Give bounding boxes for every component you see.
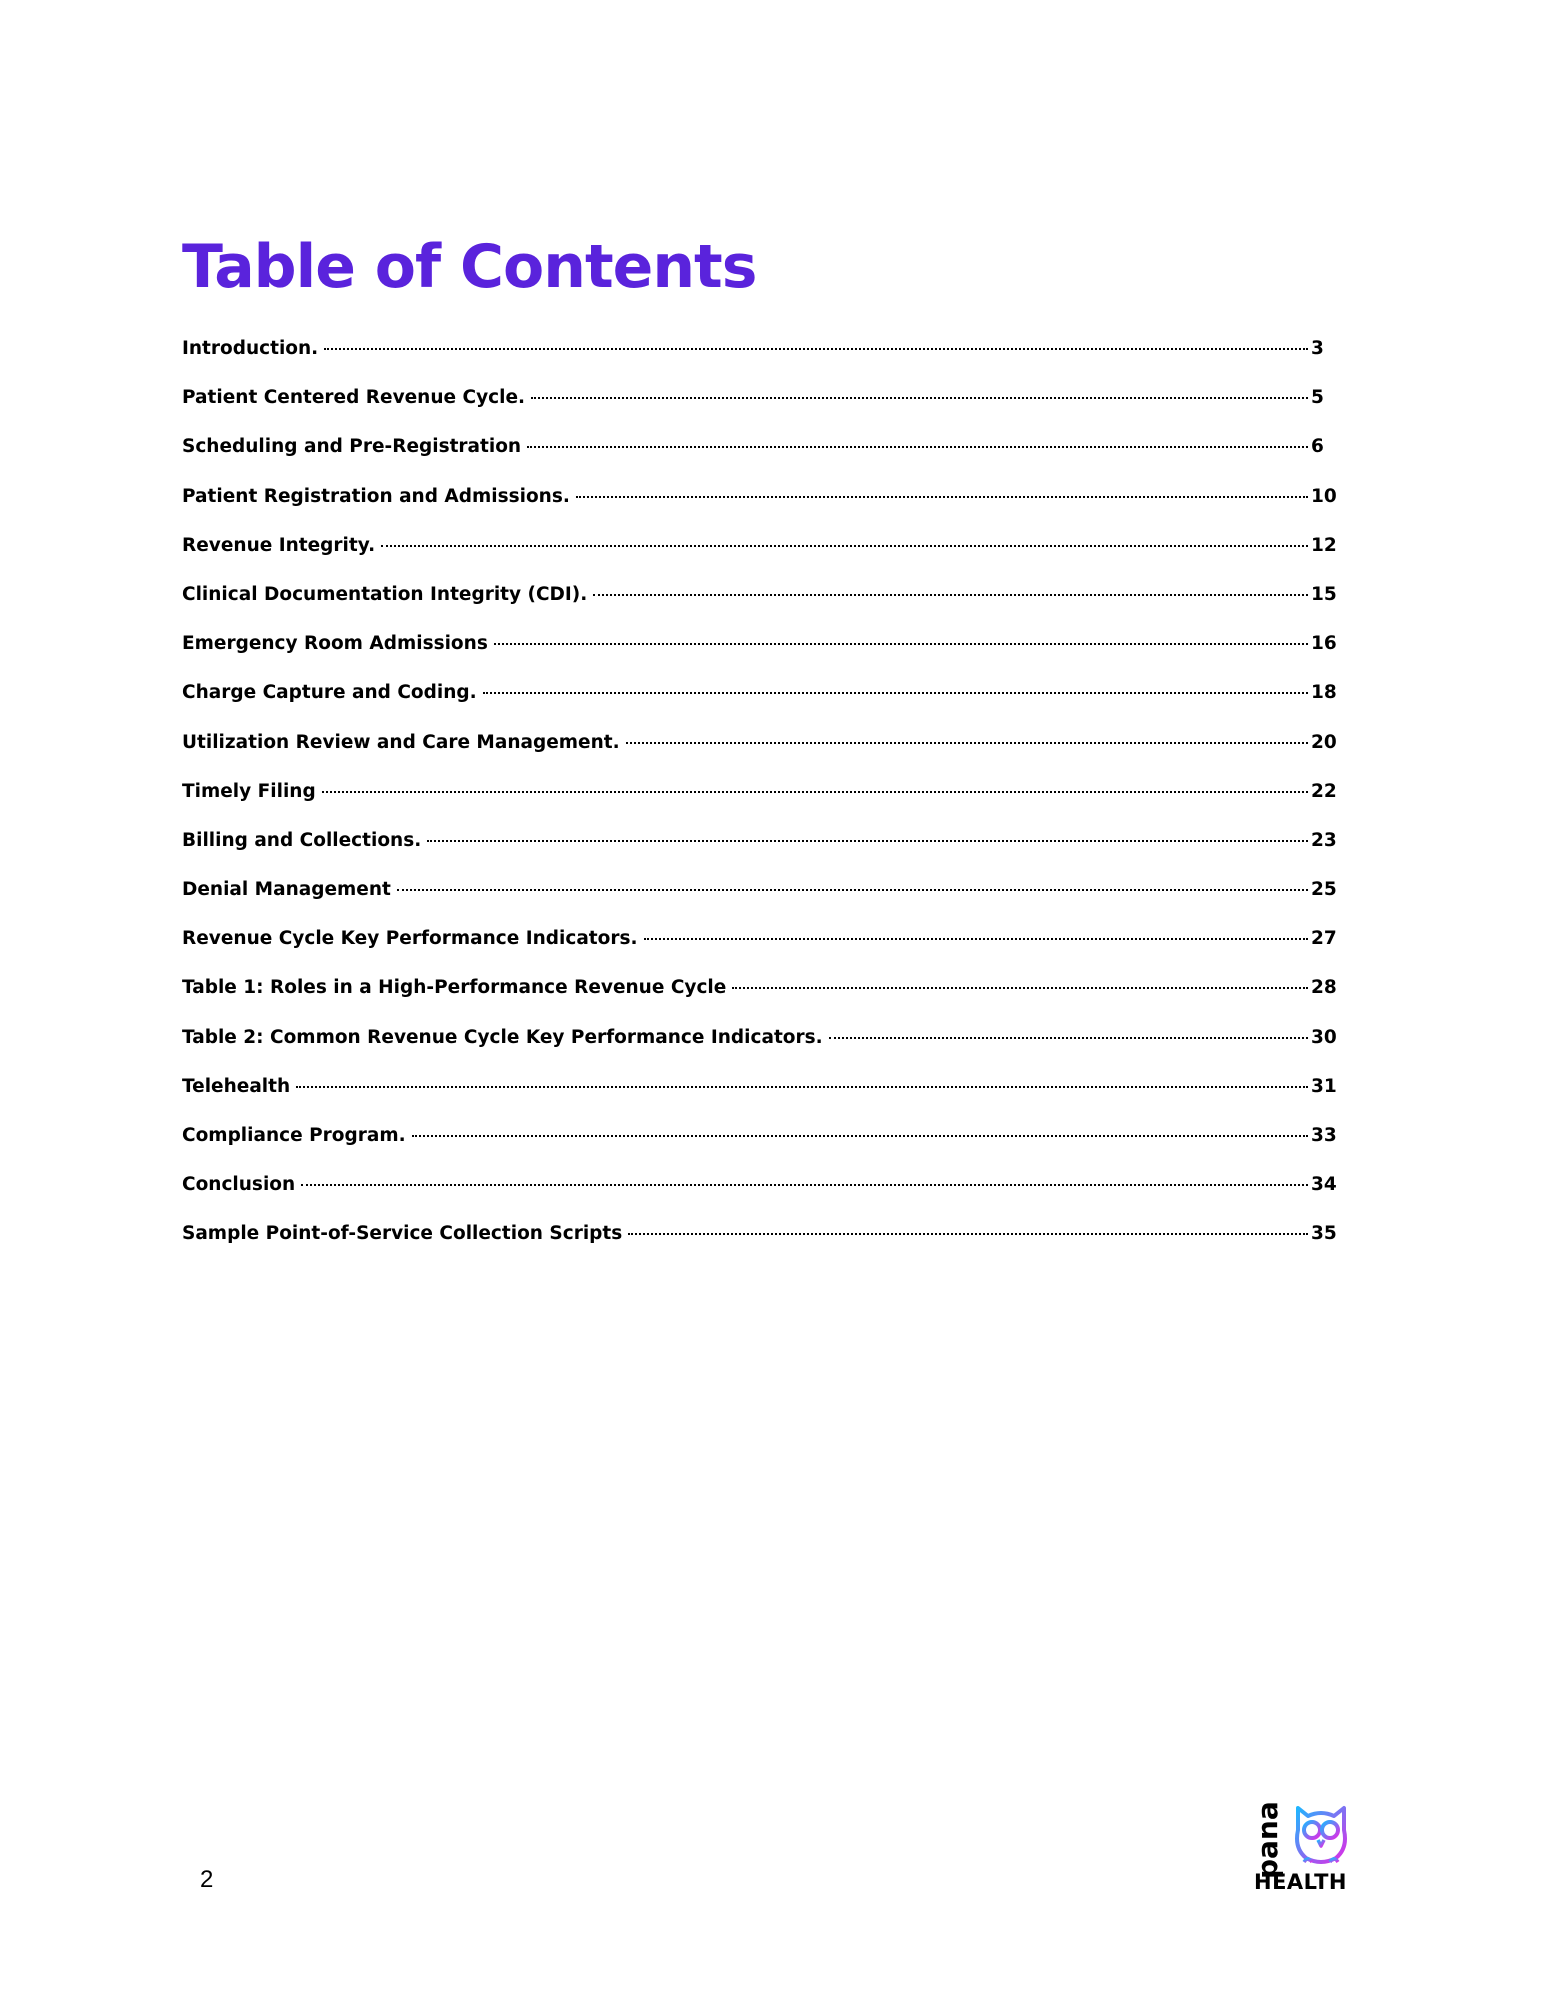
toc-dot-leader <box>576 496 1308 498</box>
toc-entry-label: Conclusion <box>182 1174 296 1196</box>
toc-entry-page: 3 <box>1311 338 1324 359</box>
toc-entry-label: Billing and Collections. <box>182 829 422 851</box>
toc-dot-leader <box>531 397 1308 399</box>
toc-entry-label: Revenue Cycle Key Performance Indicators. <box>182 928 638 950</box>
toc-dot-leader <box>644 938 1308 940</box>
logo-wordmark-pana: pana <box>1251 1801 1284 1879</box>
toc-entry[interactable] <box>182 1076 1337 1125</box>
toc-entry-label: Telehealth <box>182 1075 291 1097</box>
toc-entry-label: Charge Capture and Coding. <box>182 682 477 704</box>
toc-entry-label: Utilization Review and Care Management. <box>182 731 620 753</box>
table-of-contents <box>182 338 1337 1273</box>
toc-entry[interactable] <box>182 928 1337 977</box>
toc-entry-page: 27 <box>1311 928 1337 950</box>
toc-dot-leader <box>732 987 1308 989</box>
toc-entry[interactable] <box>182 1027 1337 1076</box>
toc-dot-leader <box>829 1037 1308 1039</box>
toc-dot-leader <box>527 446 1308 448</box>
toc-entry-page: 23 <box>1311 829 1337 851</box>
toc-entry[interactable] <box>182 977 1337 1026</box>
toc-entry-label: Scheduling and Pre-Registration <box>182 436 522 458</box>
toc-entry-label: Denial Management <box>182 879 391 901</box>
toc-entry-label: Timely Filing <box>182 780 316 802</box>
toc-entry-label: Introduction. <box>182 338 319 359</box>
toc-entry-page: 25 <box>1311 879 1337 901</box>
toc-entry-label: Patient Centered Revenue Cycle. <box>182 387 526 409</box>
toc-entry[interactable] <box>182 535 1337 584</box>
toc-dot-leader <box>301 1184 1308 1186</box>
toc-entry-label: Table 1: Roles in a High-Performance Revenue Cycle <box>182 977 727 999</box>
pana-health-logo <box>1252 1800 1352 1896</box>
toc-entry-label: Clinical Documentation Integrity (CDI). <box>182 583 588 605</box>
toc-dot-leader <box>628 1233 1308 1235</box>
toc-entry[interactable] <box>182 1125 1337 1174</box>
logo-wordmark-health: HEALTH <box>1254 1870 1347 1894</box>
toc-entry[interactable] <box>182 387 1337 436</box>
toc-entry[interactable] <box>182 732 1337 781</box>
toc-entry-page: 12 <box>1311 534 1337 556</box>
toc-entry-page: 16 <box>1311 633 1337 655</box>
toc-dot-leader <box>494 643 1308 645</box>
toc-entry[interactable] <box>182 486 1337 535</box>
toc-entry-page: 18 <box>1311 682 1337 704</box>
toc-entry-page: 15 <box>1311 583 1337 605</box>
toc-entry-page: 6 <box>1311 436 1324 458</box>
toc-entry[interactable] <box>182 682 1337 731</box>
toc-entry-label: Revenue Integrity. <box>182 534 376 556</box>
toc-dot-leader <box>593 594 1308 596</box>
toc-entry[interactable] <box>182 633 1337 682</box>
toc-entry-label: Sample Point-of-Service Collection Scripts <box>182 1223 623 1245</box>
owl-icon <box>1290 1800 1352 1868</box>
toc-dot-leader <box>322 791 1308 793</box>
toc-entry-page: 34 <box>1311 1174 1337 1196</box>
toc-dot-leader <box>427 840 1308 842</box>
toc-entry-page: 22 <box>1311 780 1337 802</box>
toc-entry-page: 30 <box>1311 1026 1337 1048</box>
toc-dot-leader <box>483 692 1308 694</box>
page-title: Table of Contents <box>182 232 757 302</box>
toc-entry-label: Table 2: Common Revenue Cycle Key Performance Indicators. <box>182 1026 823 1048</box>
toc-entry[interactable] <box>182 781 1337 830</box>
toc-dot-leader <box>626 742 1308 744</box>
toc-entry-page: 35 <box>1311 1223 1337 1245</box>
toc-entry-label: Emergency Room Admissions <box>182 633 488 655</box>
toc-entry-page: 5 <box>1311 387 1324 409</box>
toc-entry-label: Patient Registration and Admissions. <box>182 485 570 507</box>
toc-entry[interactable] <box>182 1223 1337 1272</box>
toc-entry-page: 31 <box>1311 1075 1337 1097</box>
toc-entry[interactable] <box>182 1174 1337 1223</box>
toc-entry-page: 20 <box>1311 731 1337 753</box>
toc-dot-leader <box>397 889 1308 891</box>
toc-entry[interactable] <box>182 338 1337 387</box>
toc-entry[interactable] <box>182 584 1337 633</box>
toc-entry-page: 10 <box>1311 485 1337 507</box>
toc-dot-leader <box>296 1086 1308 1088</box>
toc-entry-page: 33 <box>1311 1125 1337 1146</box>
toc-dot-leader <box>381 545 1308 547</box>
toc-entry-page: 28 <box>1311 977 1337 999</box>
toc-entry[interactable] <box>182 879 1337 928</box>
page-number: 2 <box>200 1866 214 1893</box>
toc-dot-leader <box>324 348 1308 350</box>
toc-entry[interactable] <box>182 436 1337 485</box>
toc-dot-leader <box>412 1135 1308 1137</box>
toc-entry[interactable] <box>182 830 1337 879</box>
toc-entry-label: Compliance Program. <box>182 1125 406 1146</box>
